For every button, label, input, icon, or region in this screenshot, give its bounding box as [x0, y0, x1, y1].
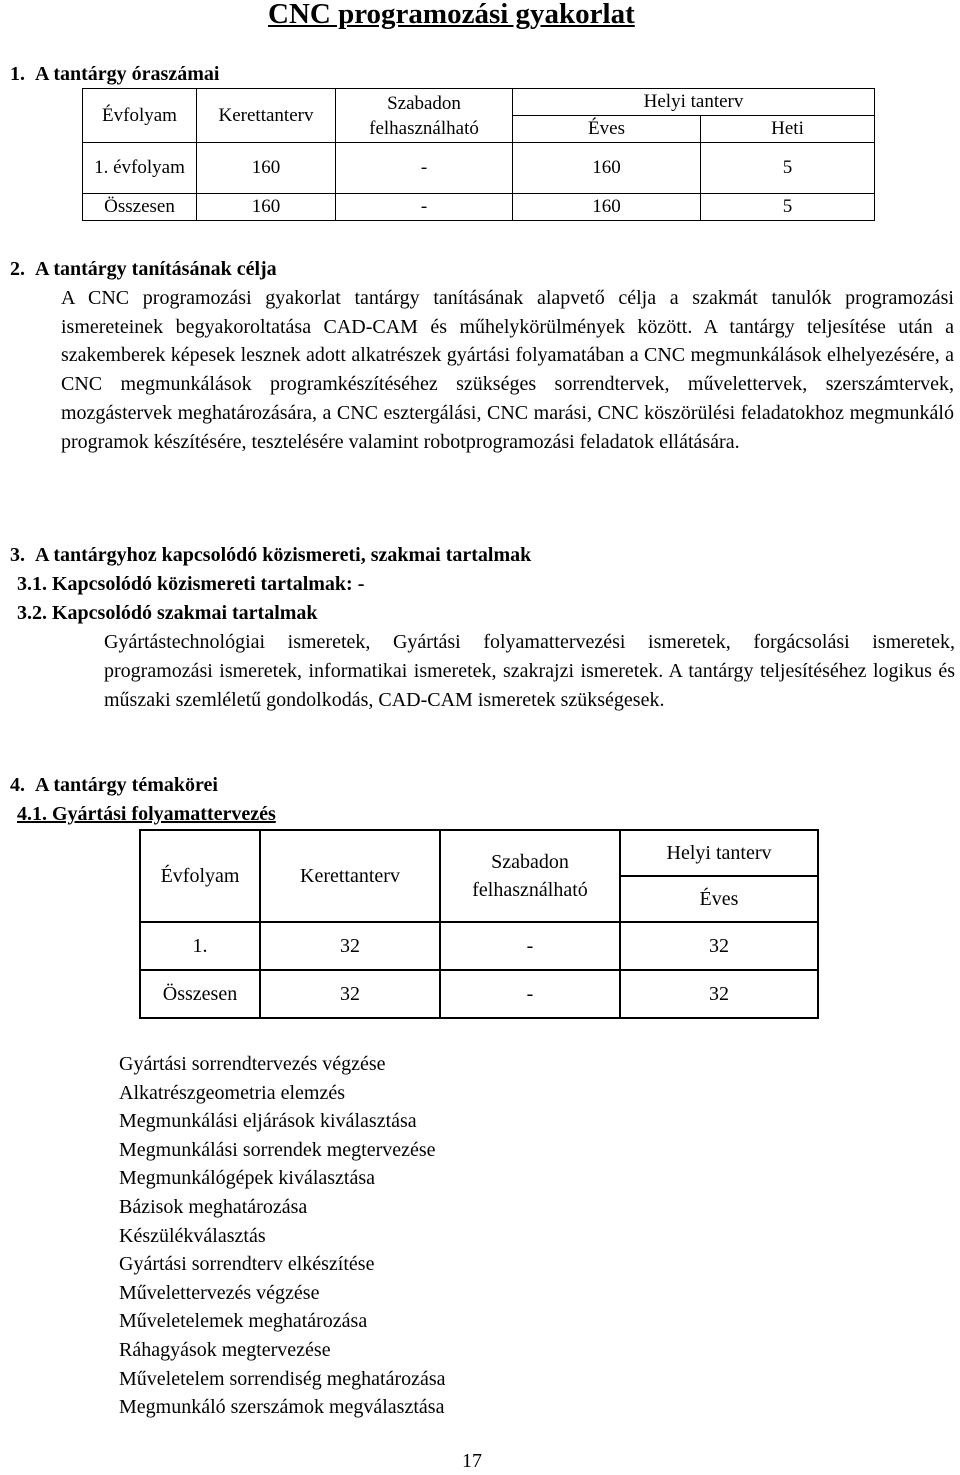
section-3-1-heading: 3.1. Kapcsolódó közismereti tartalmak: - [17, 573, 365, 595]
list-item: Készülékválasztás [119, 1224, 266, 1247]
col-header-helyi: Helyi tanterv [513, 89, 875, 116]
col-header-kerettanterv: Kerettanterv [260, 830, 440, 922]
col-header-heti: Heti [701, 116, 875, 143]
row-label: 1. [140, 922, 260, 970]
table-row [83, 143, 875, 194]
list-item: Művelettervezés végzése [119, 1281, 320, 1304]
list-item: Megmunkálási sorrendek megtervezése [119, 1138, 436, 1161]
page-number: 17 [462, 1450, 482, 1472]
col-header-eves: Éves [620, 876, 818, 922]
row-label: Összesen [83, 194, 197, 221]
col-header-szabadon: Szabadon felhasználható [440, 830, 620, 922]
cell-kerettanterv: 32 [260, 922, 440, 970]
cell-kerettanterv: 160 [197, 143, 336, 194]
cell-eves: 160 [513, 194, 701, 221]
cell-heti: 5 [701, 194, 875, 221]
list-item: Műveletelemek meghatározása [119, 1310, 368, 1333]
table-row [83, 194, 875, 221]
section-1-heading: 1. A tantárgy óraszámai [10, 63, 220, 85]
table-row [140, 970, 818, 1018]
col-header-evfolyam: Évfolyam [83, 89, 197, 143]
list-item: Gyártási sorrendterv elkészítése [119, 1253, 375, 1276]
cell-szabadon: - [336, 194, 513, 221]
list-item: Alkatrészgeometria elemzés [119, 1081, 345, 1104]
col-header-evfolyam: Évfolyam [140, 830, 260, 922]
list-item: Műveletelem sorrendiség meghatározása [119, 1367, 446, 1390]
page-title: CNC programozási gyakorlat [268, 0, 635, 30]
cell-szabadon: - [336, 143, 513, 194]
cell-eves: 32 [620, 970, 818, 1018]
cell-kerettanterv: 32 [260, 970, 440, 1018]
section-4-heading: 4. A tantárgy témakörei [10, 774, 218, 796]
list-item: Megmunkálási eljárások kiválasztása [119, 1110, 417, 1133]
row-label: Összesen [140, 970, 260, 1018]
hours-table [82, 88, 875, 221]
cell-szabadon: - [440, 922, 620, 970]
cell-eves: 160 [513, 143, 701, 194]
section-3-heading: 3. A tantárgyhoz kapcsolódó közismereti, szakmai tartalmak [10, 544, 532, 566]
cell-szabadon: - [440, 970, 620, 1018]
list-item: Megmunkálógépek kiválasztása [119, 1167, 376, 1190]
col-header-helyi: Helyi tanterv [620, 830, 818, 876]
section-3-2-heading: 3.2. Kapcsolódó szakmai tartalmak [17, 602, 318, 624]
list-item: Bázisok meghatározása [119, 1195, 308, 1218]
col-header-kerettanterv: Kerettanterv [197, 89, 336, 143]
list-item: Megmunkáló szerszámok megválasztása [119, 1396, 445, 1419]
cell-heti: 5 [701, 143, 875, 194]
col-header-szabadon: Szabadon felhasználható [336, 89, 513, 143]
topic-hours-table [139, 829, 819, 1019]
cell-eves: 32 [620, 922, 818, 970]
col-header-eves: Éves [513, 116, 701, 143]
list-item: Gyártási sorrendtervezés végzése [119, 1053, 386, 1075]
section-2-text: A CNC programozási gyakorlat tantárgy tanításának alapvető célja a szakmát tanulók programozási ismereteinek begyakoroltatása CAD-CAM és műhelykörülmények között. A tantárgy teljesítése után a szakemberek képesek lesznek adott alkatrészek gyártási folyamatában a CNC megmunkálások elhelyezésére, a CNC megmunkálások programkészítéséhez szükséges sorrendtervek, művelettervek, szerszámtervek, mozgástervek meghatározására, a CNC esztergálási, CNC marási, CNC köszörülési feladatokhoz megmunkáló programok készítésére, tesztelésére valamint robotprogramozási feladatok ellátására. [61, 287, 954, 453]
list-item: Ráhagyások megtervezése [119, 1338, 331, 1361]
section-4-1-heading: 4.1. Gyártási folyamattervezés [17, 803, 276, 825]
section-3-text: Gyártástechnológiai ismeretek, Gyártási folyamattervezési ismeretek, forgácsolási ismeretek, programozási ismeretek, informatikai ismeretek, szakrajzi ismeretek. A tantárgy teljesítéséhez logikus és műszaki szemléletű gondolkodás, CAD-CAM ismeretek szükségesek. [104, 631, 955, 711]
topic-list [119, 1050, 446, 1422]
cell-kerettanterv: 160 [197, 194, 336, 221]
section-2-heading: 2. A tantárgy tanításának célja [10, 258, 277, 280]
table-row [140, 922, 818, 970]
row-label: 1. évfolyam [83, 143, 197, 194]
